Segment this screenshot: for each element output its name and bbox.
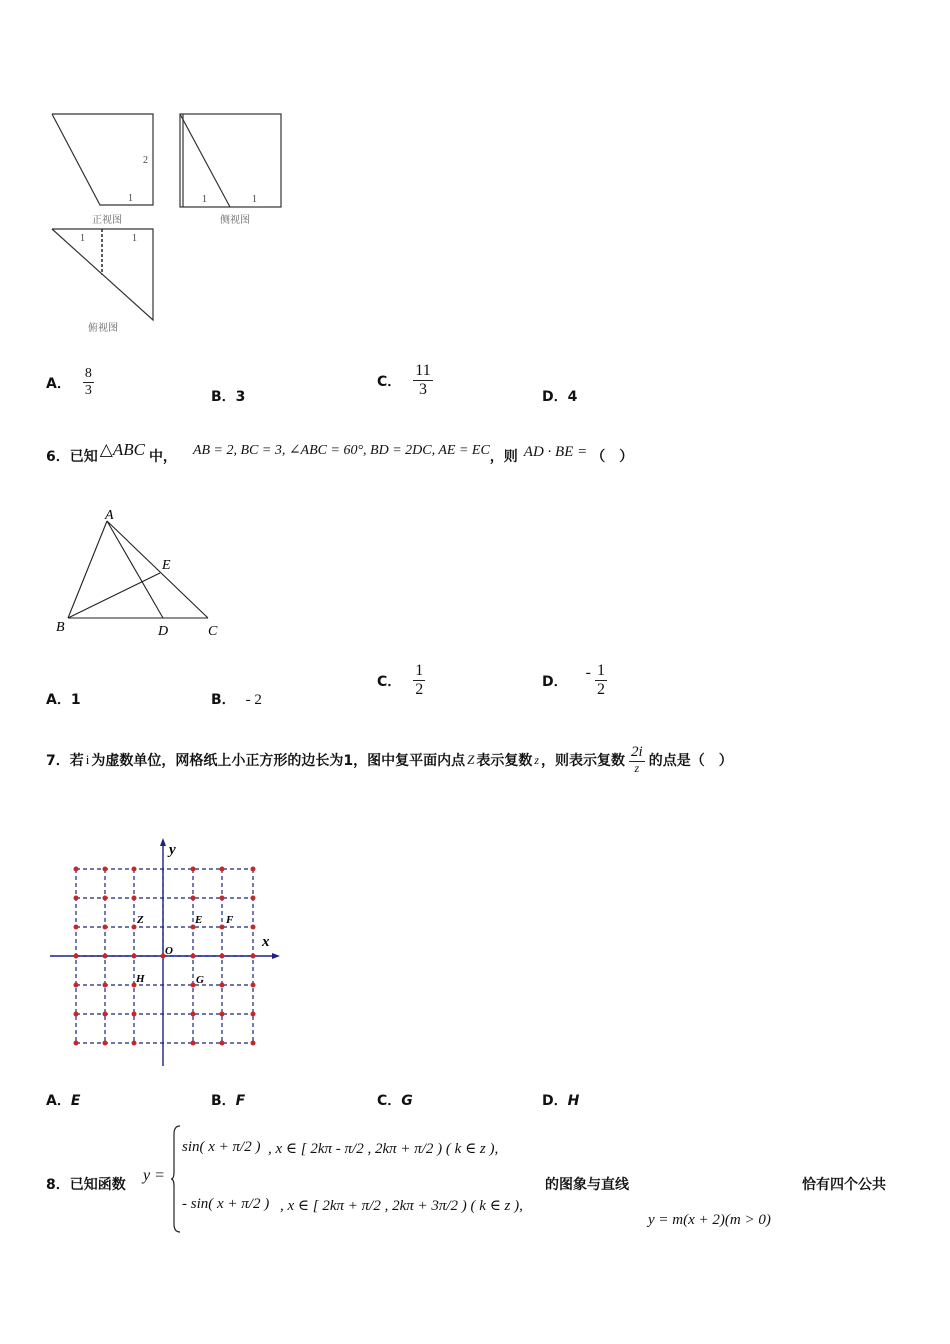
option-letter: A． — [46, 1093, 71, 1109]
front-dim-two: 2 — [143, 155, 148, 166]
option-letter: A． — [46, 375, 71, 392]
complex-plane-figure — [48, 838, 288, 1070]
q7-fraction: $\frac{2i}{z}$ — [631, 744, 643, 776]
q8-text2: 的图象与直线 — [545, 1177, 629, 1193]
option-letter: B． — [211, 1093, 236, 1109]
front-view — [52, 114, 153, 205]
label-d: D — [158, 624, 169, 639]
q6-prefix: 已知 — [69, 449, 98, 465]
top-dim-one-b: 1 — [132, 233, 137, 244]
q6-option-d[interactable] — [542, 662, 607, 700]
option-value: F — [235, 1093, 246, 1109]
q6-triangle: △ABC — [99, 440, 145, 459]
segment-be — [68, 573, 160, 618]
top-dim-one-a: 1 — [80, 233, 85, 244]
point-label-f: F — [226, 914, 234, 926]
label-c: C — [208, 624, 218, 639]
point-label-h: H — [136, 973, 145, 985]
option-letter: C． — [377, 673, 402, 690]
q5-option-a[interactable] — [46, 366, 94, 399]
option-fraction: $\frac{1}{2}$ — [415, 662, 424, 699]
q7-option-a[interactable] — [46, 1090, 80, 1110]
question-number: 7． — [46, 753, 70, 770]
q6-mid: 中， — [148, 449, 177, 465]
top-view-label: 俯视图 — [88, 323, 118, 334]
q8-row2-domain: , x ∈ [ 2kπ + π/2 , 2kπ + 3π/2 ) ( k ∈ z ), — [280, 1198, 523, 1214]
x-axis-arrow — [272, 953, 280, 959]
q7-option-b[interactable] — [211, 1090, 245, 1110]
option-value: - 2 — [245, 692, 262, 708]
side-view — [180, 114, 281, 207]
q8-row1-func: sin( x + π/2 ) — [182, 1139, 261, 1155]
q5-option-d[interactable] — [542, 386, 577, 406]
option-value: 3 — [235, 389, 246, 405]
q6-then: ，则 — [489, 449, 518, 465]
option-sign: - — [585, 663, 591, 681]
side-ab — [68, 521, 107, 618]
q7-text1: 若 — [69, 753, 84, 770]
point-label-z: Z — [137, 914, 144, 926]
q6-blank: （ ） — [591, 449, 634, 465]
q7-point-z: Z — [467, 752, 475, 768]
label-a: A — [105, 508, 114, 523]
segment-ad — [107, 521, 163, 618]
q7-option-c[interactable] — [377, 1090, 413, 1110]
q8-row2-func: - sin( x + π/2 ) — [182, 1196, 270, 1212]
q7-z: z — [534, 752, 540, 767]
q6-option-b[interactable] — [211, 689, 262, 709]
side-ac — [107, 521, 208, 618]
q5-option-b[interactable] — [211, 386, 245, 406]
q7-text3: 表示复数 — [476, 753, 533, 770]
option-fraction: $\frac{1}{2}$ — [596, 662, 605, 699]
q8-text1: 已知函数 — [69, 1177, 126, 1193]
q6-expr: AD · BE = — [523, 443, 588, 460]
option-fraction: $\frac{11}{3}$ — [415, 362, 431, 399]
q8-row1-domain: , x ∈ [ 2kπ - π/2 , 2kπ + π/2 ) ( k ∈ z ), — [268, 1141, 499, 1157]
origin-label: O — [165, 945, 173, 957]
axis-label-x: x — [262, 934, 270, 950]
three-view-figure — [40, 105, 300, 345]
question-number: 6． — [46, 449, 70, 465]
q8-line: y = m(x + 2)(m > 0) — [648, 1212, 771, 1228]
q7-option-d[interactable] — [542, 1090, 579, 1110]
option-value: H — [567, 1093, 580, 1109]
q7-stem — [46, 744, 733, 776]
point-label-g: G — [196, 974, 204, 986]
front-dim-one: 1 — [128, 193, 133, 204]
question-number: 8． — [46, 1177, 70, 1193]
option-letter: A． — [46, 692, 71, 708]
q6-option-a[interactable] — [46, 689, 81, 709]
option-letter: D． — [542, 389, 568, 405]
q6-stem — [46, 440, 634, 466]
q7-text5: 的点是（ ） — [648, 753, 733, 770]
q7-text4: ，则表示复数 — [541, 753, 626, 770]
q8-lead — [46, 1174, 126, 1194]
top-view — [52, 229, 153, 320]
q6-conditions: AB = 2, BC = 3, ∠ABC = 60°, BD = 2DC, AE = EC — [192, 442, 490, 458]
side-dim-one-b: 1 — [252, 194, 257, 205]
y-axis-arrow — [160, 838, 166, 846]
q8-text3: 恰有四个公共 — [802, 1177, 886, 1193]
option-letter: D． — [542, 673, 568, 690]
point-label-e: E — [195, 914, 203, 926]
option-letter: B． — [211, 389, 236, 405]
option-letter: C． — [377, 1093, 402, 1109]
option-letter: D． — [542, 1093, 568, 1109]
front-view-label: 正视图 — [92, 215, 122, 226]
option-letter: C． — [377, 373, 402, 390]
triangle-figure — [50, 505, 230, 645]
option-value: G — [401, 1093, 413, 1109]
q7-text2: 为虚数单位，网格纸上小正方形的边长为1，图中复平面内点 — [91, 753, 466, 770]
piecewise-brace — [170, 1124, 182, 1234]
option-fraction: $\frac{8}{3}$ — [84, 366, 92, 399]
q8-y-eq: y = — [143, 1167, 165, 1184]
axis-label-y: y — [169, 842, 176, 858]
q6-option-c[interactable] — [377, 662, 425, 700]
label-e: E — [162, 558, 171, 573]
side-view-label: 侧视图 — [220, 215, 250, 226]
option-letter: B． — [211, 692, 236, 708]
q5-option-c[interactable] — [377, 362, 433, 400]
option-value: 1 — [70, 692, 81, 708]
option-value: 4 — [567, 389, 578, 405]
q7-i: i — [85, 752, 90, 768]
label-b: B — [56, 620, 65, 635]
side-dim-one-a: 1 — [202, 194, 207, 205]
option-value: E — [70, 1093, 81, 1109]
